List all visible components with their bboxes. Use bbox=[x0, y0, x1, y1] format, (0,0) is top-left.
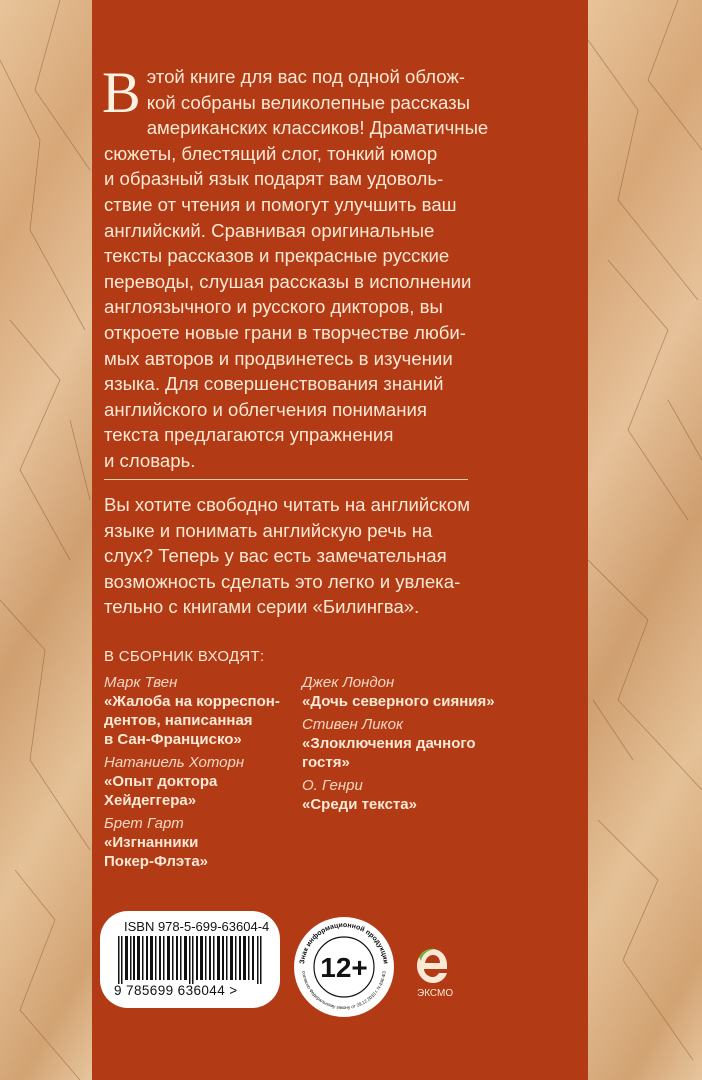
author-name: О. Генри bbox=[302, 777, 363, 794]
contents-column-right bbox=[302, 673, 512, 818]
svg-text:Знак информационной продукции: Знак информационной продукции bbox=[299, 921, 389, 965]
paragraph-line: языка. Для совершенствования знаний bbox=[104, 373, 444, 395]
paragraph-line: кой собраны великолепные рассказы bbox=[146, 91, 471, 113]
paragraph-line: тельно с книгами серии «Билингва». bbox=[104, 596, 420, 618]
marble-paper-left bbox=[0, 0, 92, 1080]
description-paragraph bbox=[102, 60, 492, 474]
story-title: «Жалоба на корреспон- дентов, написанная в Сан-Франциско» bbox=[104, 693, 280, 748]
story-title: «Дочь северного сияния» bbox=[302, 693, 495, 710]
divider-rule bbox=[104, 479, 468, 480]
paragraph-line: англоязычного и русского дикторов, вы bbox=[104, 296, 443, 318]
paragraph-line: тексты рассказов и прекрасные русские bbox=[104, 245, 450, 267]
story-title: «Среди текста» bbox=[302, 796, 417, 813]
paragraph-line: ствие от чтения и помогут улучшить ваш bbox=[104, 193, 457, 215]
paragraph-line: возможность сделать это легко и увлека- bbox=[104, 570, 461, 592]
paragraph-line: американских классиков! Драматичные bbox=[146, 117, 489, 139]
paragraph-line: слух? Теперь у вас есть замечательная bbox=[104, 545, 447, 567]
paragraph-line: и словарь. bbox=[104, 449, 196, 471]
paragraph-line: мых авторов и продвинетесь в изучении bbox=[104, 347, 453, 369]
story-title: «Злоключения дачного гостя» bbox=[302, 735, 476, 771]
author-name: Натаниель Хоторн bbox=[104, 754, 245, 771]
story-title: «Опыт доктора Хейдеггера» bbox=[104, 773, 218, 809]
paragraph-line: и образный язык подарят вам удоволь- bbox=[104, 168, 444, 190]
paragraph-line: языке и понимать английскую речь на bbox=[104, 519, 433, 541]
paragraph-line: сюжеты, блестящий слог, тонкий юмор bbox=[104, 142, 438, 164]
contents-column-left bbox=[104, 673, 314, 875]
age-rating-text: 12+ bbox=[320, 952, 368, 983]
paragraph-line: этой книге для вас под одной облож- bbox=[146, 66, 465, 87]
isbn-digits: 9 785699 636044 > bbox=[114, 983, 238, 998]
barcode-icon bbox=[118, 936, 268, 984]
author-name: Марк Твен bbox=[104, 674, 178, 691]
paragraph-line: английского и облегчения понимания bbox=[104, 398, 427, 420]
contents-heading: В СБОРНИК ВХОДЯТ: bbox=[104, 648, 265, 665]
paragraph-line: английский. Сравнивая оригинальные bbox=[104, 219, 435, 241]
isbn-label: ISBN 978-5-699-63604-4 bbox=[124, 919, 270, 934]
author-name: Джек Лондон bbox=[302, 674, 395, 691]
series-paragraph bbox=[104, 492, 492, 620]
age-rating-badge bbox=[292, 915, 396, 1019]
paragraph-line: Вы хотите свободно читать на английском bbox=[104, 494, 471, 515]
paragraph-line: переводы, слушая рассказы в исполнении bbox=[104, 270, 472, 292]
paragraph-line: откроете новые грани в творчестве люби- bbox=[104, 321, 466, 343]
paragraph-line: текста предлагаются упражнения bbox=[104, 424, 394, 446]
eksmo-logo-icon bbox=[415, 947, 449, 987]
marble-paper-right bbox=[588, 0, 702, 1080]
author-name: Брет Гарт bbox=[104, 815, 184, 832]
drop-cap: В bbox=[102, 60, 141, 125]
svg-text:согласно Федеральному закону о: согласно Федеральному закону от 29.12.2010 г. N 436-ФЗ bbox=[301, 970, 387, 1011]
author-name: Стивен Ликок bbox=[302, 716, 404, 733]
story-title: «Изгнанники Покер-Флэта» bbox=[104, 834, 209, 870]
publisher-name: ЭКСМО bbox=[417, 988, 454, 999]
